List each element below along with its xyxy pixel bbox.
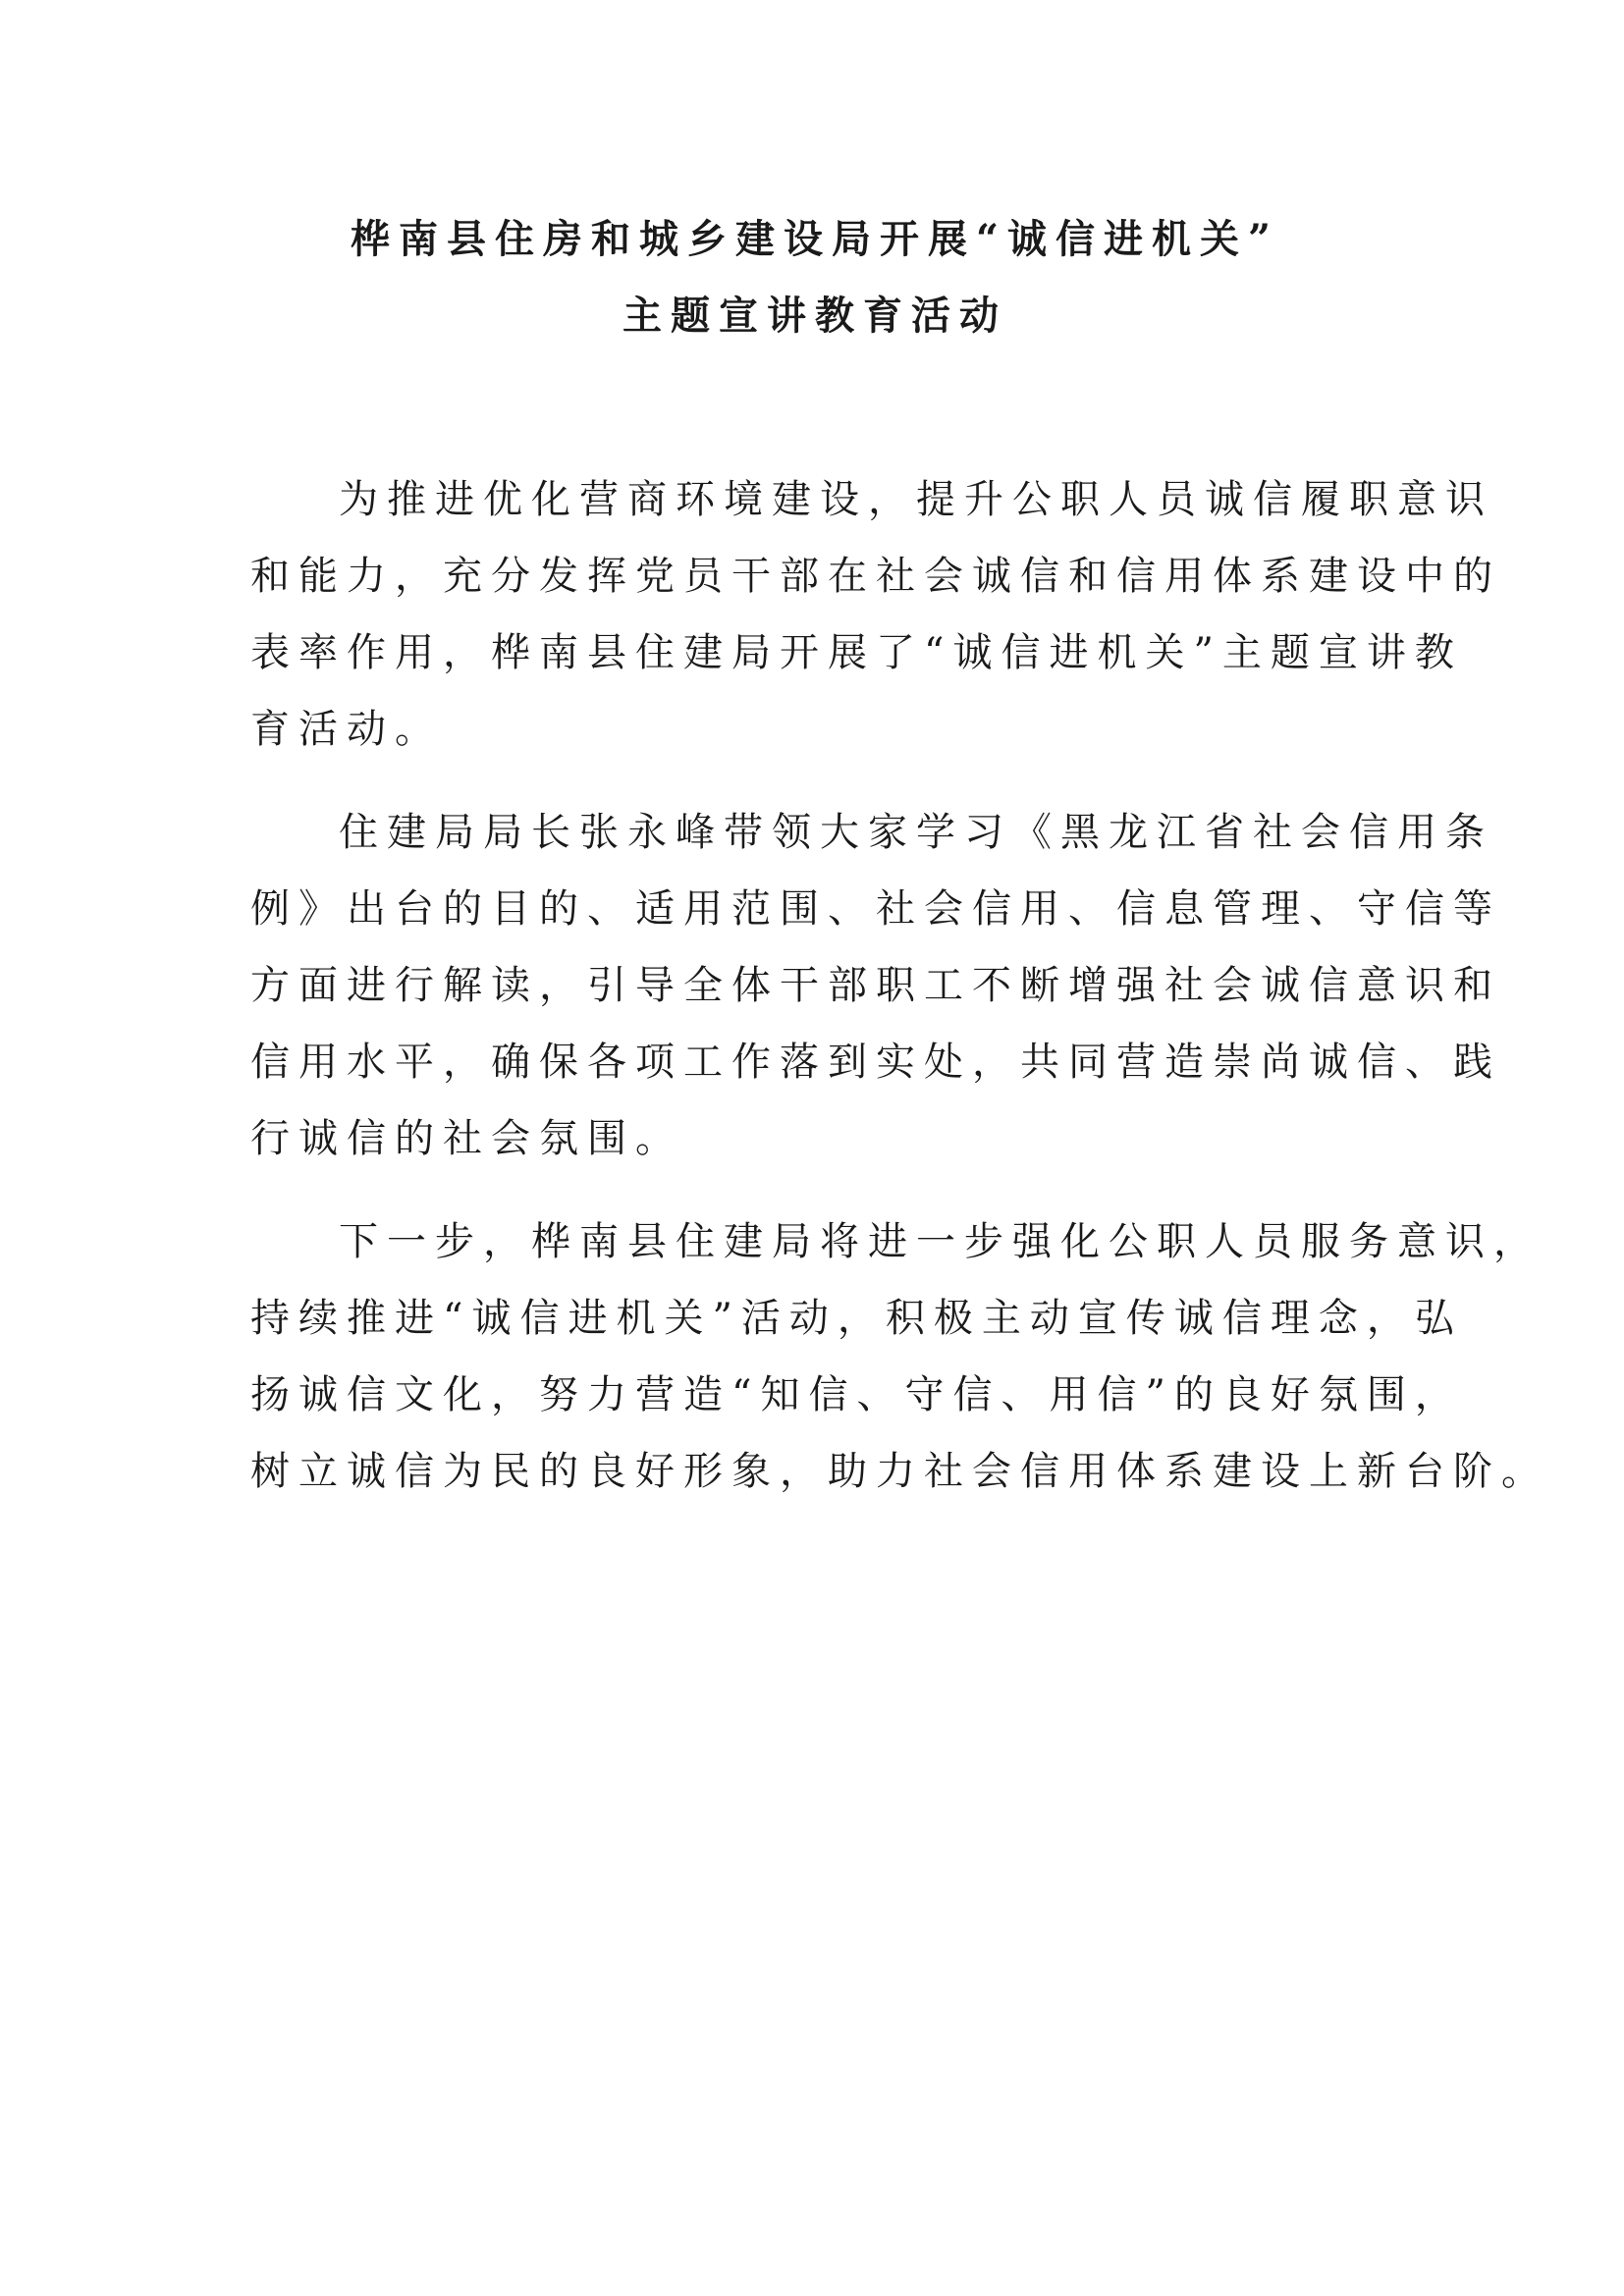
paragraph-1 <box>250 461 1501 768</box>
paragraph-line: 例》出台的目的、适用范围、社会信用、信息管理、守信等 <box>250 886 1501 932</box>
title-line: 主题宣讲教育活动 <box>623 293 1007 339</box>
paragraph-line: 信用水平，确保各项工作落到实处，共同营造崇尚诚信、践 <box>250 1040 1501 1085</box>
paragraph-line: 育活动。 <box>250 707 443 752</box>
paragraph-line: 扬诚信文化，努力营造“知信、守信、用信”的良好氛围， <box>250 1372 1463 1417</box>
document-body <box>250 461 1549 1510</box>
paragraph-line: 树立诚信为民的良好形象，助力社会信用体系建设上新台阶。 <box>250 1449 1549 1494</box>
paragraph-line: 表率作用，桦南县住建局开展了“诚信进机关”主题宣讲教 <box>250 630 1463 675</box>
document-title <box>236 201 1394 354</box>
paragraph-line: 持续推进“诚信进机关”活动，积极主动宣传诚信理念，弘 <box>250 1296 1463 1341</box>
paragraph-line: 行诚信的社会氛围。 <box>250 1116 683 1161</box>
paragraph-line: 方面进行解读，引导全体干部职工不断增强社会诚信意识和 <box>250 963 1501 1008</box>
paragraph-line: 下一步，桦南县住建局将进一步强化公职人员服务意识， <box>339 1219 1542 1264</box>
paragraph-3 <box>250 1203 1549 1510</box>
paragraph-line: 和能力，充分发挥党员干部在社会诚信和信用体系建设中的 <box>250 554 1501 599</box>
title-line: 桦南县住房和城乡建设局开展“诚信进机关” <box>350 216 1279 262</box>
paragraph-line: 住建局局长张永峰带领大家学习《黑龙江省社会信用条 <box>339 810 1493 855</box>
paragraph-2 <box>250 794 1501 1177</box>
paragraph-line: 为推进优化营商环境建设，提升公职人员诚信履职意识 <box>339 477 1493 522</box>
